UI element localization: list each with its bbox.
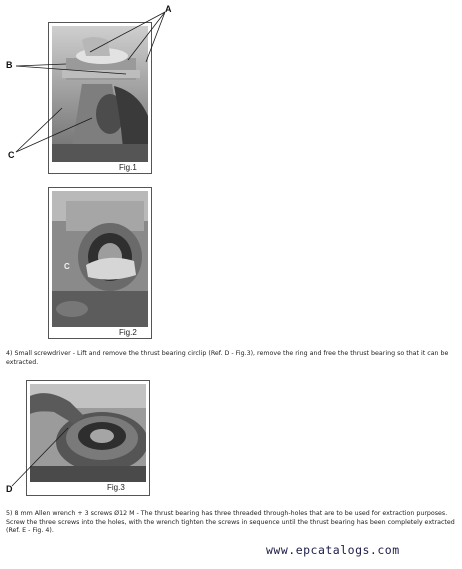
figure-1-caption: Fig.1 (119, 163, 137, 172)
figure-2-caption: Fig.2 (119, 328, 137, 337)
figure-3-photo (30, 384, 146, 482)
figure-1-photo (52, 26, 148, 162)
figure-2-photo (52, 191, 148, 327)
footer-url: www.epcatalogs.com (266, 543, 400, 557)
figure-1 (48, 22, 152, 174)
step-4-text: 4) Small screwdriver - Lift and remove the thrust bearing circlip (Ref. D - Fig.3), remove the ring and free the thrust bearing so that it can be extracted. (6, 350, 449, 366)
callout-c-fig2: C (64, 262, 70, 271)
figure-3-caption: Fig.3 (107, 483, 125, 492)
figure-3 (26, 380, 150, 496)
step-5-text: 5) 8 mm Allen wrench + 3 screws Ø12 M - The thrust bearing has three threaded through-holes that are to be used for extraction purposes. Screw the three screws into the holes, with the wrench tighten the screws in sequence until the thrust bearing has been completely extracted (Ref. E - Fig. 4). (6, 510, 455, 535)
callout-a: A (165, 4, 172, 14)
callout-b: B (6, 60, 13, 70)
callout-d: D (6, 484, 13, 494)
callout-c-fig1: C (8, 150, 15, 160)
